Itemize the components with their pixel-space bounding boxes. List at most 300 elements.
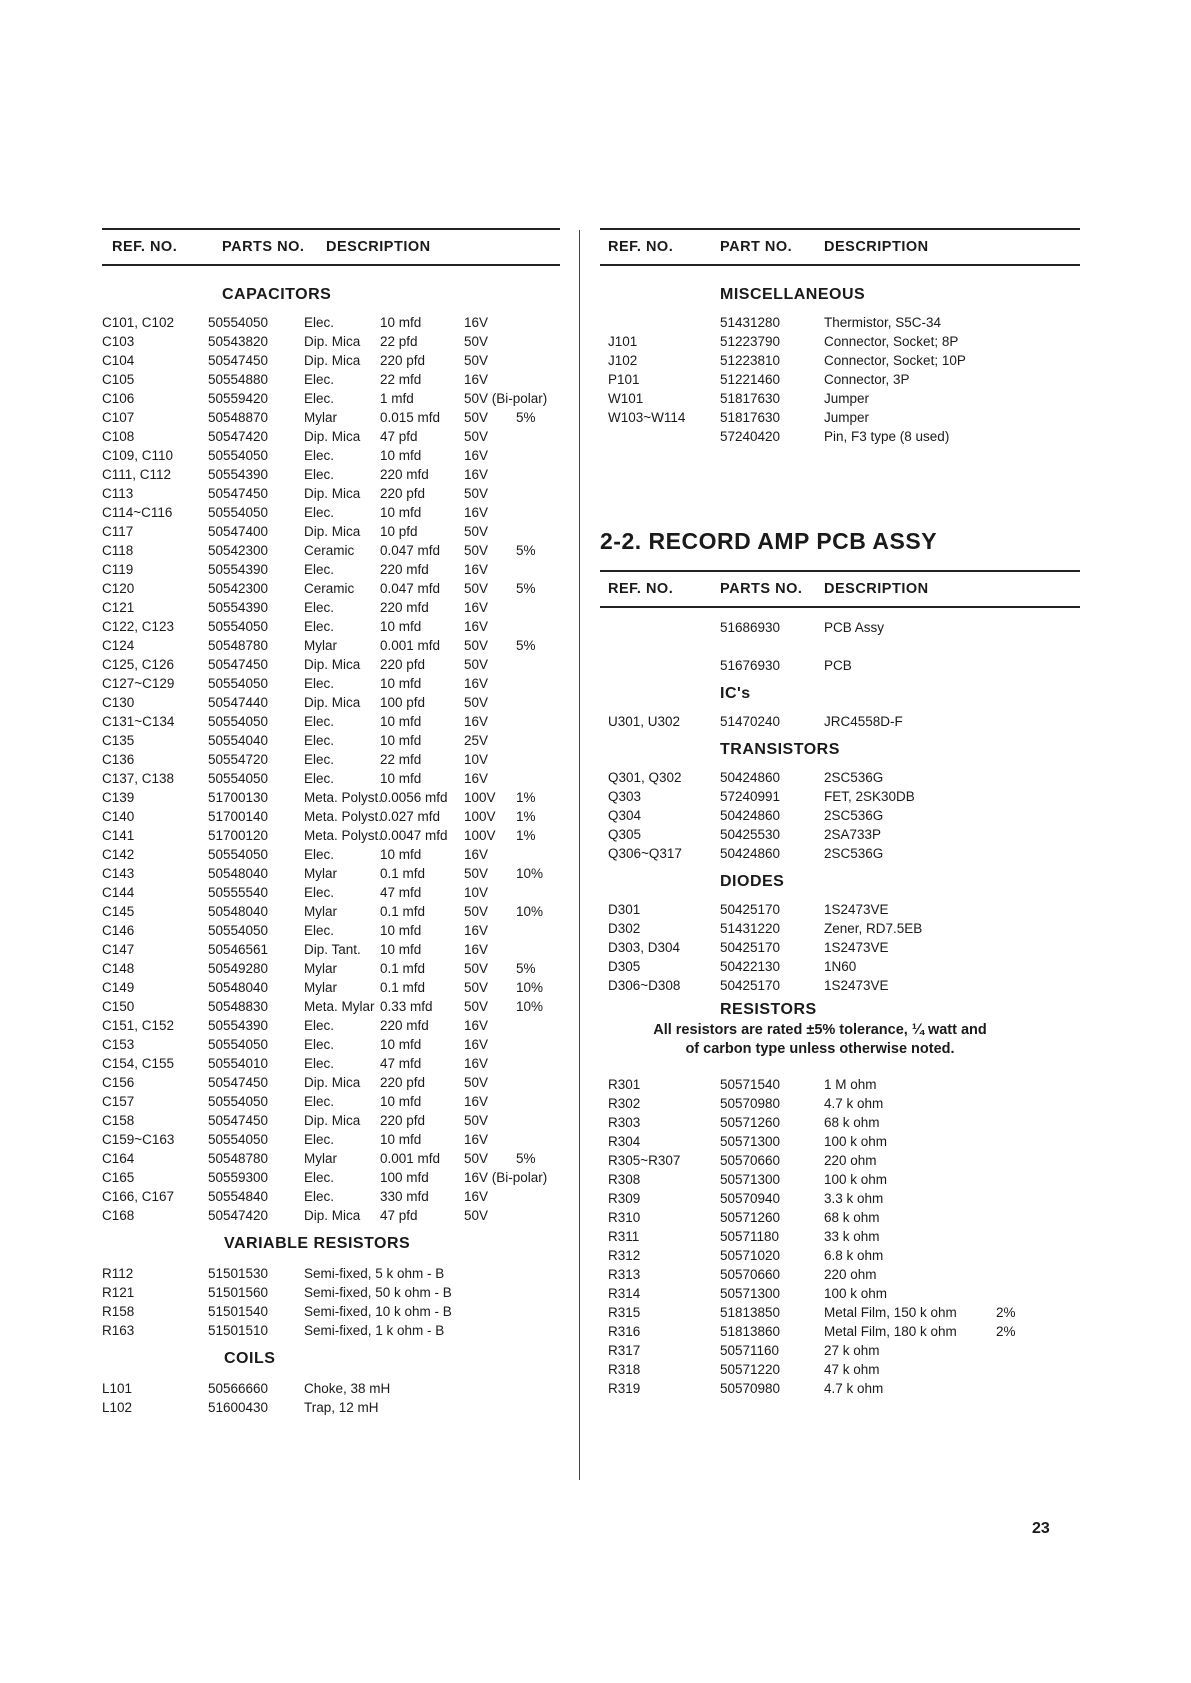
- table-row: [102, 902, 560, 921]
- pcb-row: 51676930 PCB: [720, 658, 852, 673]
- table-row: [102, 1130, 560, 1149]
- part-no: 51817630: [720, 391, 781, 406]
- ref-no: C159~C163: [102, 1132, 175, 1147]
- part-no: 50424860: [720, 770, 781, 785]
- description: Elec.: [304, 1170, 335, 1185]
- ref-no: C143: [102, 866, 135, 881]
- description: Dip. Mica: [304, 1113, 361, 1128]
- ref-no: C122, C123: [102, 619, 175, 634]
- description: Ceramic: [304, 543, 355, 558]
- part-no: 50425170: [720, 902, 781, 917]
- part-no: 50571160: [720, 1343, 780, 1358]
- value: 10 mfd: [380, 1094, 422, 1109]
- part-no: 50548830: [208, 999, 269, 1014]
- part-no: 50554050: [208, 771, 269, 786]
- part-no: 50548040: [208, 980, 269, 995]
- rating: 50V: [464, 524, 489, 539]
- description: Zener, RD7.5EB: [824, 921, 923, 936]
- ref-no: C108: [102, 429, 135, 444]
- part-no: 50548040: [208, 904, 269, 919]
- value: 0.0056 mfd: [380, 790, 448, 805]
- description: 47 k ohm: [824, 1362, 880, 1377]
- part-no: 50549280: [208, 961, 269, 976]
- part-no: 50571260: [720, 1115, 781, 1130]
- description: Connector, Socket; 10P: [824, 353, 966, 368]
- ref-no: L101: [102, 1381, 133, 1396]
- left-table-header: [102, 228, 560, 266]
- value: 10 mfd: [380, 733, 422, 748]
- table-row: [102, 1379, 560, 1398]
- ref-no: Q305: [608, 827, 642, 842]
- part-no: 50554390: [208, 600, 269, 615]
- rating: 16V (Bi-polar): [464, 1170, 548, 1185]
- ref-no: J101: [608, 334, 638, 349]
- capacitors-list: [102, 313, 560, 1225]
- table-row: [102, 807, 560, 826]
- ref-no: Q304: [608, 808, 642, 823]
- table-row: [102, 541, 560, 560]
- ref-no: R314: [608, 1286, 641, 1301]
- description: 100 k ohm: [824, 1286, 888, 1301]
- ref-no: W101: [608, 391, 644, 406]
- ref-no: C158: [102, 1113, 135, 1128]
- table-row: [102, 826, 560, 845]
- description: Meta. Polyst.: [304, 790, 383, 805]
- table-row: [600, 1113, 1080, 1132]
- table-row: [102, 313, 560, 332]
- value: 10 mfd: [380, 923, 422, 938]
- table-row: [600, 1303, 1080, 1322]
- part-no: 51470240: [720, 714, 781, 729]
- rating: 50V: [464, 999, 489, 1014]
- part-no: 51431220: [720, 921, 781, 936]
- ref-no-heading: REF. NO.: [608, 581, 674, 597]
- part-no: 50554040: [208, 733, 269, 748]
- table-row: [600, 712, 1080, 731]
- miscellaneous-title: MISCELLANEOUS: [720, 286, 866, 303]
- part-no: 50424860: [720, 808, 781, 823]
- description: Mylar: [304, 638, 337, 653]
- part-no-heading: PART NO.: [720, 239, 793, 255]
- value: 220 pfd: [380, 1075, 426, 1090]
- part-no: 50547440: [208, 695, 269, 710]
- description: 6.8 k ohm: [824, 1248, 884, 1263]
- table-row: [102, 1264, 560, 1283]
- table-row: [102, 655, 560, 674]
- ref-no: C137, C138: [102, 771, 175, 786]
- ref-no: C135: [102, 733, 135, 748]
- part-no: 50554010: [208, 1056, 269, 1071]
- ref-no: L102: [102, 1400, 133, 1415]
- part-no: 50547400: [208, 524, 269, 539]
- ref-no: C145: [102, 904, 135, 919]
- description: 68 k ohm: [824, 1210, 880, 1225]
- table-row: [600, 825, 1080, 844]
- transistors-title: TRANSISTORS: [720, 741, 840, 758]
- part-no: 50570980: [720, 1381, 781, 1396]
- part-no: 51700130: [208, 790, 269, 805]
- value: 0.047 mfd: [380, 581, 441, 596]
- table-row: [102, 427, 560, 446]
- description: Elec.: [304, 391, 335, 406]
- value: 220 pfd: [380, 353, 426, 368]
- part-no: 50554050: [208, 505, 269, 520]
- value: 2%: [996, 1305, 1016, 1320]
- ref-no: R121: [102, 1285, 135, 1300]
- ref-no: C104: [102, 353, 135, 368]
- table-row: [102, 579, 560, 598]
- description: Elec.: [304, 372, 335, 387]
- part-no: 50566660: [208, 1381, 269, 1396]
- tolerance: 10%: [516, 980, 544, 995]
- ref-no: C107: [102, 410, 135, 425]
- rating: 10V: [464, 752, 489, 767]
- table-row: [600, 370, 1080, 389]
- value: 10 mfd: [380, 714, 422, 729]
- description: Connector, 3P: [824, 372, 910, 387]
- rating: 16V: [464, 600, 489, 615]
- table-row: [102, 1302, 560, 1321]
- part-no: 51700120: [208, 828, 269, 843]
- coils-list: [102, 1379, 560, 1417]
- ref-no: R317: [608, 1343, 641, 1358]
- description: Elec.: [304, 885, 335, 900]
- description: Trap, 12 mH: [304, 1400, 379, 1415]
- part-no: 50425170: [720, 978, 781, 993]
- description: Metal Film, 180 k ohm: [824, 1324, 957, 1339]
- part-no: 50570940: [720, 1191, 781, 1206]
- ref-no: C131~C134: [102, 714, 175, 729]
- table-row: [600, 1379, 1080, 1398]
- part-no: 50554050: [208, 619, 269, 634]
- capacitors-title: CAPACITORS: [222, 286, 332, 303]
- description: 27 k ohm: [824, 1343, 880, 1358]
- ref-no: C113: [102, 486, 134, 501]
- ref-no: Q303: [608, 789, 642, 804]
- description: Elec.: [304, 847, 335, 862]
- rating: 16V: [464, 315, 489, 330]
- value: 0.1 mfd: [380, 866, 426, 881]
- rating: 50V: [464, 353, 489, 368]
- table-row: [600, 389, 1080, 408]
- part-no: 50554050: [208, 1132, 269, 1147]
- tolerance: 5%: [516, 1151, 536, 1166]
- table-row: [102, 636, 560, 655]
- ref-no: C147: [102, 942, 135, 957]
- table-row: [102, 1054, 560, 1073]
- part-no: 51221460: [720, 372, 781, 387]
- parts-no-heading: PARTS NO.: [222, 239, 305, 255]
- value: 10 mfd: [380, 315, 422, 330]
- table-row: [102, 1206, 560, 1225]
- ref-no: R313: [608, 1267, 641, 1282]
- value: 0.001 mfd: [380, 1151, 441, 1166]
- table-row: [102, 674, 560, 693]
- ref-no: C149: [102, 980, 135, 995]
- description: Elec.: [304, 1132, 335, 1147]
- rating: 50V: [464, 1075, 489, 1090]
- ref-no: R304: [608, 1134, 641, 1149]
- description: Dip. Mica: [304, 1075, 361, 1090]
- tolerance: 10%: [516, 999, 544, 1014]
- ref-no: C168: [102, 1208, 135, 1223]
- table-row: [102, 997, 560, 1016]
- part-no: 51817630: [720, 410, 781, 425]
- ref-no: C103: [102, 334, 135, 349]
- part-no: 50571300: [720, 1172, 781, 1187]
- part-no: 50554720: [208, 752, 269, 767]
- ref-no: C124: [102, 638, 135, 653]
- table-row: [102, 978, 560, 997]
- table-row: [102, 1035, 560, 1054]
- ref-no: D302: [608, 921, 641, 936]
- value: 0.027 mfd: [380, 809, 441, 824]
- ref-no: C141: [102, 828, 135, 843]
- table-row: [600, 1322, 1080, 1341]
- table-row: [102, 864, 560, 883]
- ref-no: C118: [102, 543, 134, 558]
- ref-no: C120: [102, 581, 135, 596]
- ref-no: C127~C129: [102, 676, 175, 691]
- description: Pin, F3 type (8 used): [824, 429, 950, 444]
- page-number: 23: [1032, 1520, 1050, 1537]
- part-no: 50548870: [208, 410, 269, 425]
- description-heading: DESCRIPTION: [824, 239, 929, 255]
- value: 0.1 mfd: [380, 904, 426, 919]
- rating: 100V: [464, 790, 496, 805]
- description: Elec.: [304, 1094, 335, 1109]
- rating: 16V: [464, 448, 489, 463]
- description: Mylar: [304, 904, 337, 919]
- table-row: [600, 1360, 1080, 1379]
- value: 220 mfd: [380, 1018, 429, 1033]
- description: Connector, Socket; 8P: [824, 334, 959, 349]
- description: JRC4558D-F: [824, 714, 903, 729]
- rating: 16V: [464, 1132, 489, 1147]
- part-no: 50422130: [720, 959, 781, 974]
- column-divider: [579, 230, 580, 1480]
- description: Dip. Mica: [304, 486, 361, 501]
- rating: 50V: [464, 657, 489, 672]
- description: Semi-fixed, 5 k ohm - B: [304, 1266, 445, 1281]
- table-row: [600, 976, 1080, 995]
- description: Dip. Tant.: [304, 942, 361, 957]
- rating: 100V: [464, 809, 496, 824]
- table-row: [600, 1094, 1080, 1113]
- rating: 16V: [464, 372, 489, 387]
- ics-list: [600, 712, 1080, 731]
- ref-no: R316: [608, 1324, 641, 1339]
- table-row: [102, 408, 560, 427]
- value: 220 pfd: [380, 486, 426, 501]
- table-row: [600, 806, 1080, 825]
- part-no: 57240991: [720, 789, 781, 804]
- value: 0.0047 mfd: [380, 828, 448, 843]
- right-column: [600, 228, 1080, 1398]
- ref-no: D301: [608, 902, 641, 917]
- rating: 16V: [464, 714, 489, 729]
- rating: 10V: [464, 885, 489, 900]
- table-row: [600, 1265, 1080, 1284]
- rating: 16V: [464, 1018, 489, 1033]
- description: 2SC536G: [824, 808, 884, 823]
- table-row: [102, 503, 560, 522]
- ref-no: C119: [102, 562, 134, 577]
- record-amp-title: 2-2. RECORD AMP PCB ASSY: [600, 528, 938, 554]
- rating: 16V: [464, 467, 489, 482]
- value: 47 mfd: [380, 1056, 422, 1071]
- ref-no: D303, D304: [608, 940, 681, 955]
- description: Elec.: [304, 771, 335, 786]
- description: 3.3 k ohm: [824, 1191, 884, 1206]
- description: 1N60: [824, 959, 857, 974]
- tolerance: 5%: [516, 961, 536, 976]
- table-row: [102, 712, 560, 731]
- part-no: 50559300: [208, 1170, 269, 1185]
- table-row: [102, 883, 560, 902]
- table-row: [102, 389, 560, 408]
- rating: 50V: [464, 334, 489, 349]
- part-no: 50543820: [208, 334, 269, 349]
- value: 1 mfd: [380, 391, 414, 406]
- ref-no: R305~R307: [608, 1153, 681, 1168]
- ics-title: IC's: [720, 685, 751, 702]
- rating: 16V: [464, 923, 489, 938]
- value: 100 mfd: [380, 1170, 429, 1185]
- rating: 50V: [464, 429, 489, 444]
- ref-no: R308: [608, 1172, 641, 1187]
- description: Mylar: [304, 980, 337, 995]
- part-no: 50424860: [720, 846, 781, 861]
- table-row: [102, 1398, 560, 1417]
- ref-no: C157: [102, 1094, 135, 1109]
- ref-no: C156: [102, 1075, 135, 1090]
- ref-no: C109, C110: [102, 448, 174, 463]
- value: 10 mfd: [380, 676, 422, 691]
- table-row: [600, 768, 1080, 787]
- table-row: [600, 351, 1080, 370]
- description: Dip. Mica: [304, 695, 361, 710]
- rating: 50V: [464, 410, 489, 425]
- ref-no: C148: [102, 961, 135, 976]
- ref-no: R312: [608, 1248, 641, 1263]
- table-row: [600, 1246, 1080, 1265]
- table-row: [600, 1208, 1080, 1227]
- part-no: 50554050: [208, 847, 269, 862]
- ref-no: R315: [608, 1305, 641, 1320]
- description: Thermistor, S5C-34: [824, 315, 942, 330]
- part-no: 50547420: [208, 429, 269, 444]
- table-row: [600, 919, 1080, 938]
- description: Elec.: [304, 1018, 335, 1033]
- right-table-header: [600, 228, 1080, 266]
- value: 220 pfd: [380, 1113, 426, 1128]
- table-row: [102, 769, 560, 788]
- description: Elec.: [304, 1189, 335, 1204]
- ref-no: U301, U302: [608, 714, 681, 729]
- rating: 50V: [464, 961, 489, 976]
- part-no: 50571300: [720, 1134, 781, 1149]
- description: Mylar: [304, 866, 337, 881]
- part-no: 50571180: [720, 1229, 780, 1244]
- tolerance: 1%: [516, 809, 536, 824]
- description: Elec.: [304, 619, 335, 634]
- tolerance: 1%: [516, 790, 536, 805]
- rating: 16V: [464, 562, 489, 577]
- table-row: [102, 1111, 560, 1130]
- table-row: [600, 1284, 1080, 1303]
- value: 10 mfd: [380, 448, 422, 463]
- part-no: 50547450: [208, 657, 269, 672]
- part-no: 50554880: [208, 372, 269, 387]
- ref-no: C166, C167: [102, 1189, 175, 1204]
- rating: 50V: [464, 1113, 489, 1128]
- description-heading: DESCRIPTION: [824, 581, 929, 597]
- record-amp-table-header: [600, 570, 1080, 608]
- rating: 16V: [464, 1037, 489, 1052]
- ref-no: Q301, Q302: [608, 770, 682, 785]
- rating: 16V: [464, 1056, 489, 1071]
- value: 0.1 mfd: [380, 961, 426, 976]
- ref-no: C106: [102, 391, 135, 406]
- part-no: 50546561: [208, 942, 269, 957]
- resistors-note: All resistors are rated ±5% tolerance, ¼ watt and of carbon type unless otherwise noted.: [653, 1022, 987, 1057]
- ref-no: C105: [102, 372, 135, 387]
- part-no: 50570660: [720, 1267, 781, 1282]
- part-no: 51600430: [208, 1400, 269, 1415]
- ref-no: C130: [102, 695, 135, 710]
- ref-no: C142: [102, 847, 135, 862]
- description: FET, 2SK30DB: [824, 789, 915, 804]
- value: 0.33 mfd: [380, 999, 433, 1014]
- description: Mylar: [304, 961, 337, 976]
- value: 22 mfd: [380, 372, 422, 387]
- ref-no: C151, C152: [102, 1018, 175, 1033]
- rating: 16V: [464, 942, 489, 957]
- tolerance: 10%: [516, 866, 544, 881]
- table-row: [102, 1283, 560, 1302]
- part-no: 57240420: [720, 429, 781, 444]
- table-row: [102, 465, 560, 484]
- ref-no: R112: [102, 1266, 134, 1281]
- value: 10 pfd: [380, 524, 418, 539]
- table-row: [102, 370, 560, 389]
- table-row: [102, 446, 560, 465]
- diodes-title: DIODES: [720, 873, 785, 890]
- table-row: [102, 332, 560, 351]
- value: 220 mfd: [380, 600, 429, 615]
- value: 10 mfd: [380, 847, 422, 862]
- part-no: 50547450: [208, 1113, 269, 1128]
- part-no: 51501540: [208, 1304, 269, 1319]
- part-no: 51700140: [208, 809, 269, 824]
- part-no: 50571260: [720, 1210, 781, 1225]
- ref-no: R319: [608, 1381, 641, 1396]
- tolerance: 1%: [516, 828, 536, 843]
- description: Elec.: [304, 923, 335, 938]
- rating: 16V: [464, 771, 489, 786]
- description: Meta. Polyst.: [304, 828, 383, 843]
- ref-no: R303: [608, 1115, 641, 1130]
- description: 4.7 k ohm: [824, 1381, 884, 1396]
- description: Meta. Polyst.: [304, 809, 383, 824]
- left-column: [102, 228, 560, 1417]
- description: Elec.: [304, 714, 335, 729]
- ref-no: R302: [608, 1096, 641, 1111]
- part-no: 51223790: [720, 334, 781, 349]
- value: 0.1 mfd: [380, 980, 426, 995]
- ref-no: J102: [608, 353, 638, 368]
